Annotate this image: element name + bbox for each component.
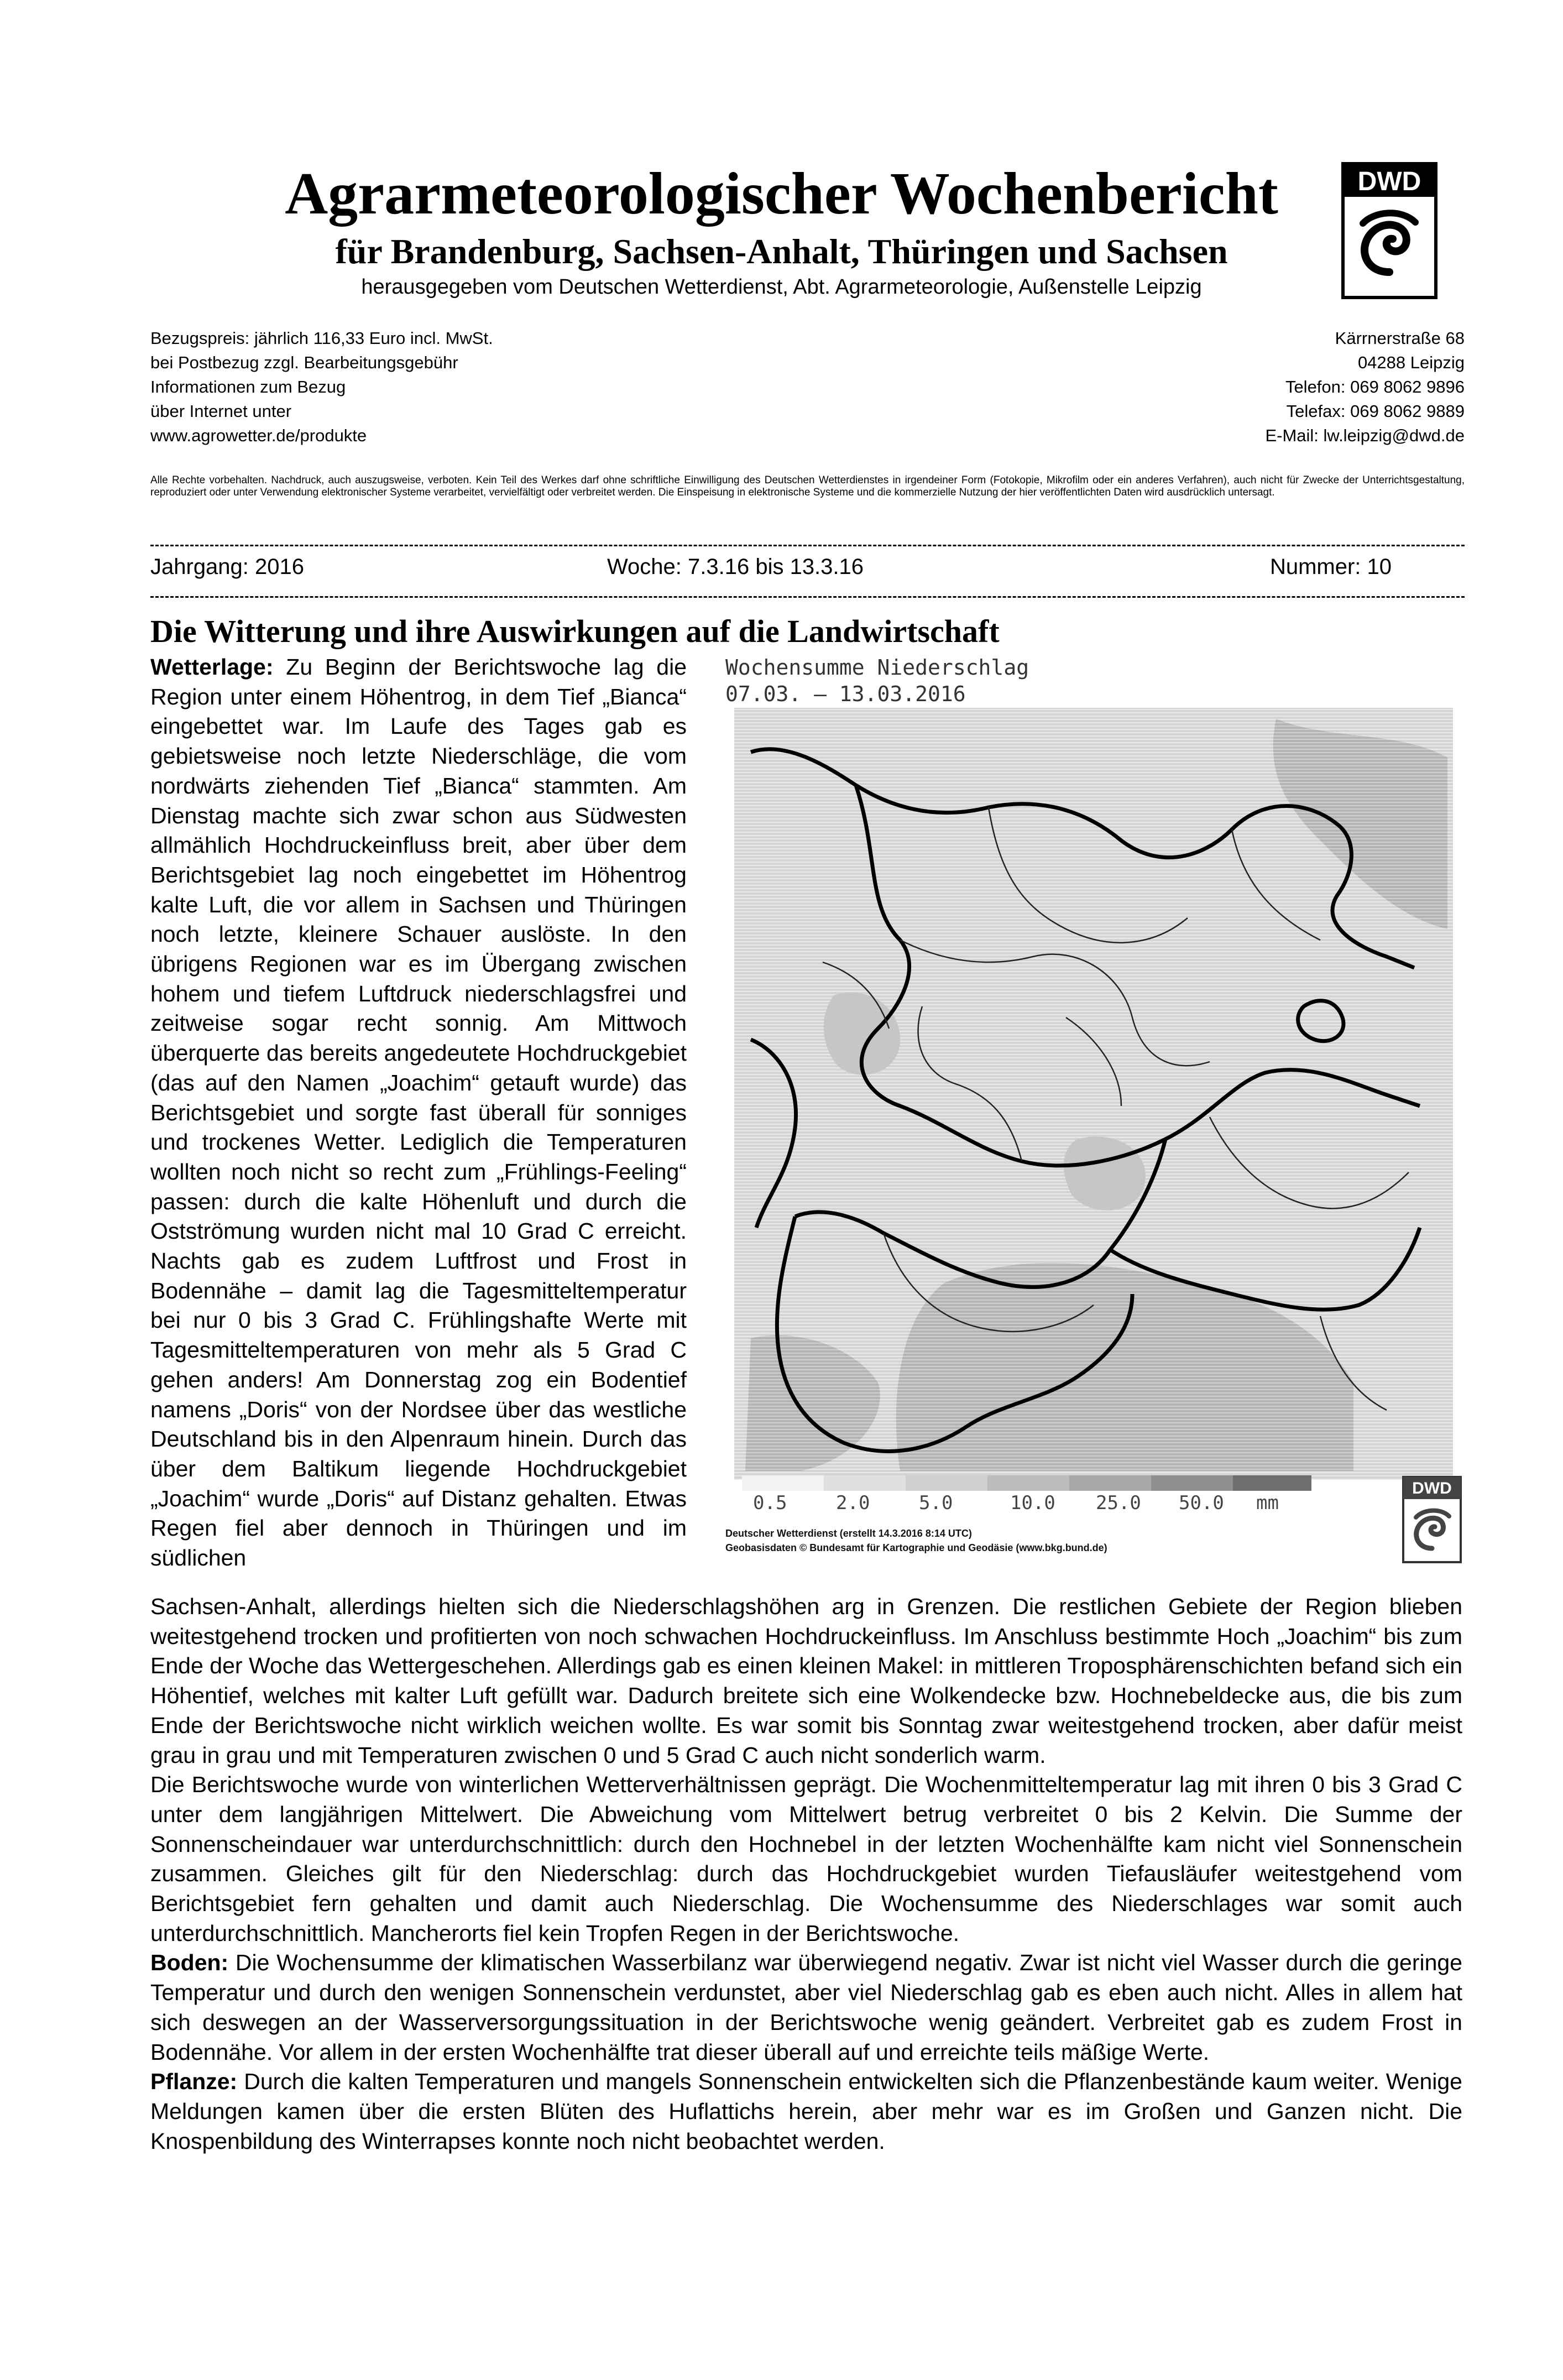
contact-info bbox=[1265, 326, 1465, 448]
report-title: Agrarmeteorologischer Wochenbericht bbox=[285, 161, 1278, 227]
legend-swatch bbox=[742, 1475, 824, 1491]
address-city: 04288 Leipzig bbox=[1357, 353, 1465, 372]
map-date-range: 07.03. – 13.03.2016 bbox=[725, 682, 966, 706]
info-line: bei Postbezug zzgl. Bearbeitungsgebühr bbox=[150, 353, 458, 372]
body-text bbox=[150, 1592, 1462, 2156]
legend-unit: mm bbox=[1256, 1492, 1279, 1514]
legend-label: 50.0 bbox=[1179, 1492, 1224, 1514]
legend-label: 25.0 bbox=[1096, 1492, 1141, 1514]
legend-swatch bbox=[1151, 1475, 1233, 1491]
report-subtitle: für Brandenburg, Sachsen-Anhalt, Thüringen und Sachsen bbox=[335, 232, 1228, 271]
dwd-logo-text: DWD bbox=[1357, 167, 1421, 196]
issue-week: Woche: 7.3.16 bis 13.3.16 bbox=[607, 555, 864, 579]
issue-number: Nummer: 10 bbox=[1269, 555, 1392, 579]
boden-label: Boden: bbox=[150, 1950, 229, 1976]
wetterlage-continued: Sachsen-Anhalt, allerdings hielten sich die Niederschlagshöhen arg in Grenzen. Die restlichen Gebiete der Region blieben weitestgehend trocken und profitierten von noch schwachen Hochdruckeinfluss. Im Anschluss bestimmte Hoch „Joachim“ bis zum Ende der Woche das Wettergeschehen. Allerdings gab es einen kleinen Makel: in mittleren Troposphärenschichten befand sich ein Höhentief, welches mit kalter Luft gefüllt war. Dadurch breitete sich eine Wolkendecke bzw. Hochnebeldecke aus, die bis zum Ende der Berichtswoche nicht wirklich weichen wollte. Es war somit bis Sonntag zwar weitestgehend trocken, aber dafür meist grau in grau und mit Temperaturen zwischen 0 und 5 Grad C auch nicht sonderlich warm. bbox=[150, 1594, 1462, 1768]
phone: Telefon: 069 8062 9896 bbox=[1285, 377, 1465, 396]
publisher-line: herausgegeben vom Deutschen Wetterdienst, Abt. Agrarmeteorologie, Außenstelle Leipzig bbox=[361, 275, 1202, 299]
issue-year: Jahrgang: 2016 bbox=[150, 555, 305, 579]
info-link[interactable]: www.agrowetter.de/produkte bbox=[150, 426, 367, 445]
info-line: über Internet unter bbox=[150, 401, 292, 421]
wetterlage-column bbox=[150, 653, 687, 1573]
paragraph-week-summary: Die Berichtswoche wurde von winterlichen Wetterverhältnissen geprägt. Die Wochenmitteltemperatur lag mit ihren 0 bis 3 Grad C unter dem langjährigen Mittelwert. Die Abweichung vom Mittelwert betrug verbreitet 0 bis 2 Kelvin. Die Summe der Sonnenscheindauer war unterdurchschnittlich: durch den Hochnebel in der letzten Wochenhälfte kam nicht viel Sonnenschein zusammen. Gleiches gilt für den Niederschlag: durch das Hochdruckgebiet wurden Tiefausläufer weitestgehend vom Berichtsgebiet fern gehalten und damit auch Niederschlag. Die Wochensumme des Niederschlages war somit auch unterdurchschnittlich. Mancherorts fiel kein Tropfen Regen in der Berichtswoche. bbox=[150, 1772, 1462, 1946]
legend-label: 10.0 bbox=[1010, 1492, 1055, 1514]
info-line: Bezugspreis: jährlich 116,33 Euro incl. MwSt. bbox=[150, 328, 493, 348]
email-link[interactable]: E-Mail: lw.leipzig@dwd.de bbox=[1265, 426, 1465, 445]
map-credit-line: Deutscher Wetterdienst (erstellt 14.3.2016 8:14 UTC) bbox=[725, 1528, 972, 1539]
dwd-map-logo-icon bbox=[1402, 1475, 1462, 1564]
legend-label: 5.0 bbox=[919, 1492, 953, 1514]
divider bbox=[150, 596, 1465, 598]
legend-swatch bbox=[1069, 1475, 1151, 1491]
address-street: Kärrnerstraße 68 bbox=[1335, 328, 1465, 348]
legend-swatch bbox=[987, 1475, 1069, 1491]
fax: Telefax: 069 8062 9889 bbox=[1286, 401, 1465, 421]
legend-label: 0.5 bbox=[753, 1492, 787, 1514]
map-title bbox=[725, 654, 1029, 707]
legend-label: 2.0 bbox=[836, 1492, 870, 1514]
legend-swatch bbox=[1233, 1475, 1311, 1491]
legend-swatch bbox=[906, 1475, 987, 1491]
boden-text: Die Wochensumme der klimatischen Wasserbilanz war überwiegend negativ. Zwar ist nicht viel Wasser durch die geringe Temperatur und durch den wenigen Sonnenschein verdunstet, aber viel Niederschlag gab es eben auch nicht. Alles in allem hat sich deswegen an der Wasserversorgungssituation in der Berichtswoche wenig geändert. Verbreitet gab es zudem Frost in Bodennähe. Vor allem in der ersten Wochenhälfte trat dieser überall auf und erreichte teils mäßige Werte. bbox=[150, 1950, 1462, 2065]
precipitation-map bbox=[734, 708, 1453, 1480]
pflanze-label: Pflanze: bbox=[150, 2069, 238, 2095]
wetterlage-text: Zu Beginn der Berichtswoche lag die Region unter einem Höhentrog, in dem Tief „Bianca“ eingebettet war. Im Laufe des Tages gab es gebietsweise noch letzte Niederschläge, die vom nordwärts ziehenden Tief „Bianca“ stammten. Am Dienstag machte sich zwar schon aus Südwesten allmählich Hochdruckeinfluss breit, aber über dem Berichtsgebiet lag noch eingebettet im Höhentrog kalte Luft, die vor allem in Sachsen und Thüringen noch letzte, kleinere Schauer auslöste. In den übrigens Regionen war es im Übergang zwischen hohem und tiefem Luftdruck niederschlagsfrei und zeitweise sogar recht sonnig. Am Mittwoch überquerte das bereits angedeutete Hochdruckgebiet (das auf den Namen „Joachim“ getauft wurde) das Berichtsgebiet und sorgte fast überall für sonniges und trockenes Wetter. Lediglich die Temperaturen wollten noch nicht so recht zum „Frühlings-Feeling“ passen: durch die kalte Höhenluft und durch die Ostströmung wurden nicht mal 10 Grad C erreicht. Nachts gab es zudem Luftfrost und Frost in Bodennähe – damit lag die Tagesmitteltemperatur bei nur 0 bis 3 Grad C. Frühlingshafte Werte mit Tagesmitteltemperaturen von mehr als 5 Grad C gehen anders! Am Donnerstag zog ein Bodentief namens „Doris“ von der Nordsee über das westliche Deutschland bis in den Alpenraum hinein. Durch das über dem Baltikum liegende Hochdruckgebiet „Joachim“ wurde „Doris“ auf Distanz gehalten. Etwas Regen fiel aber dennoch in Thüringen und im südlichen bbox=[150, 654, 687, 1571]
rights-notice: Alle Rechte vorbehalten. Nachdruck, auch auszugsweise, verboten. Kein Teil des Werkes darf ohne schriftliche Einwilligung des Deutschen Wetterdienstes in irgendeiner Form (Fotokopie, Mikrofilm oder ein anderes Verfahren), auch nicht für Zwecke der Unterrichtsgestaltung, reproduziert oder unter Verwendung elektronischer Systeme verarbeitet, vervielfältigt oder verbreitet werden. Die Einspeisung in elektronische Systeme und die kommerzielle Nutzung der hier veröffentlichten Daten wird ausdrücklich untersagt. bbox=[150, 474, 1465, 498]
wetterlage-label: Wetterlage: bbox=[150, 654, 274, 680]
legend-swatch bbox=[824, 1475, 906, 1491]
map-title-line: Wochensumme Niederschlag bbox=[725, 655, 1029, 680]
map-credit-line: Geobasisdaten © Bundesamt für Kartographie und Geodäsie (www.bkg.bund.de) bbox=[725, 1542, 1107, 1553]
legend-labels bbox=[731, 1492, 1311, 1514]
dwd-logo-icon bbox=[1341, 161, 1438, 300]
section-title: Die Witterung und ihre Auswirkungen auf die Landwirtschaft bbox=[150, 613, 1000, 649]
subscription-info bbox=[150, 326, 493, 448]
dwd-map-logo-text: DWD bbox=[1412, 1479, 1452, 1497]
info-line: Informationen zum Bezug bbox=[150, 377, 346, 396]
divider bbox=[150, 545, 1465, 546]
map-credit bbox=[725, 1526, 1107, 1555]
pflanze-text: Durch die kalten Temperaturen und mangels Sonnenschein entwickelten sich die Pflanzenbestände kaum weiter. Wenige Meldungen kamen über die ersten Blüten des Huflattichs herein, aber mehr war es im Großen und Ganzen nicht. Die Knospenbildung des Winterrapses konnte noch nicht beobachtet werden. bbox=[150, 2069, 1462, 2154]
